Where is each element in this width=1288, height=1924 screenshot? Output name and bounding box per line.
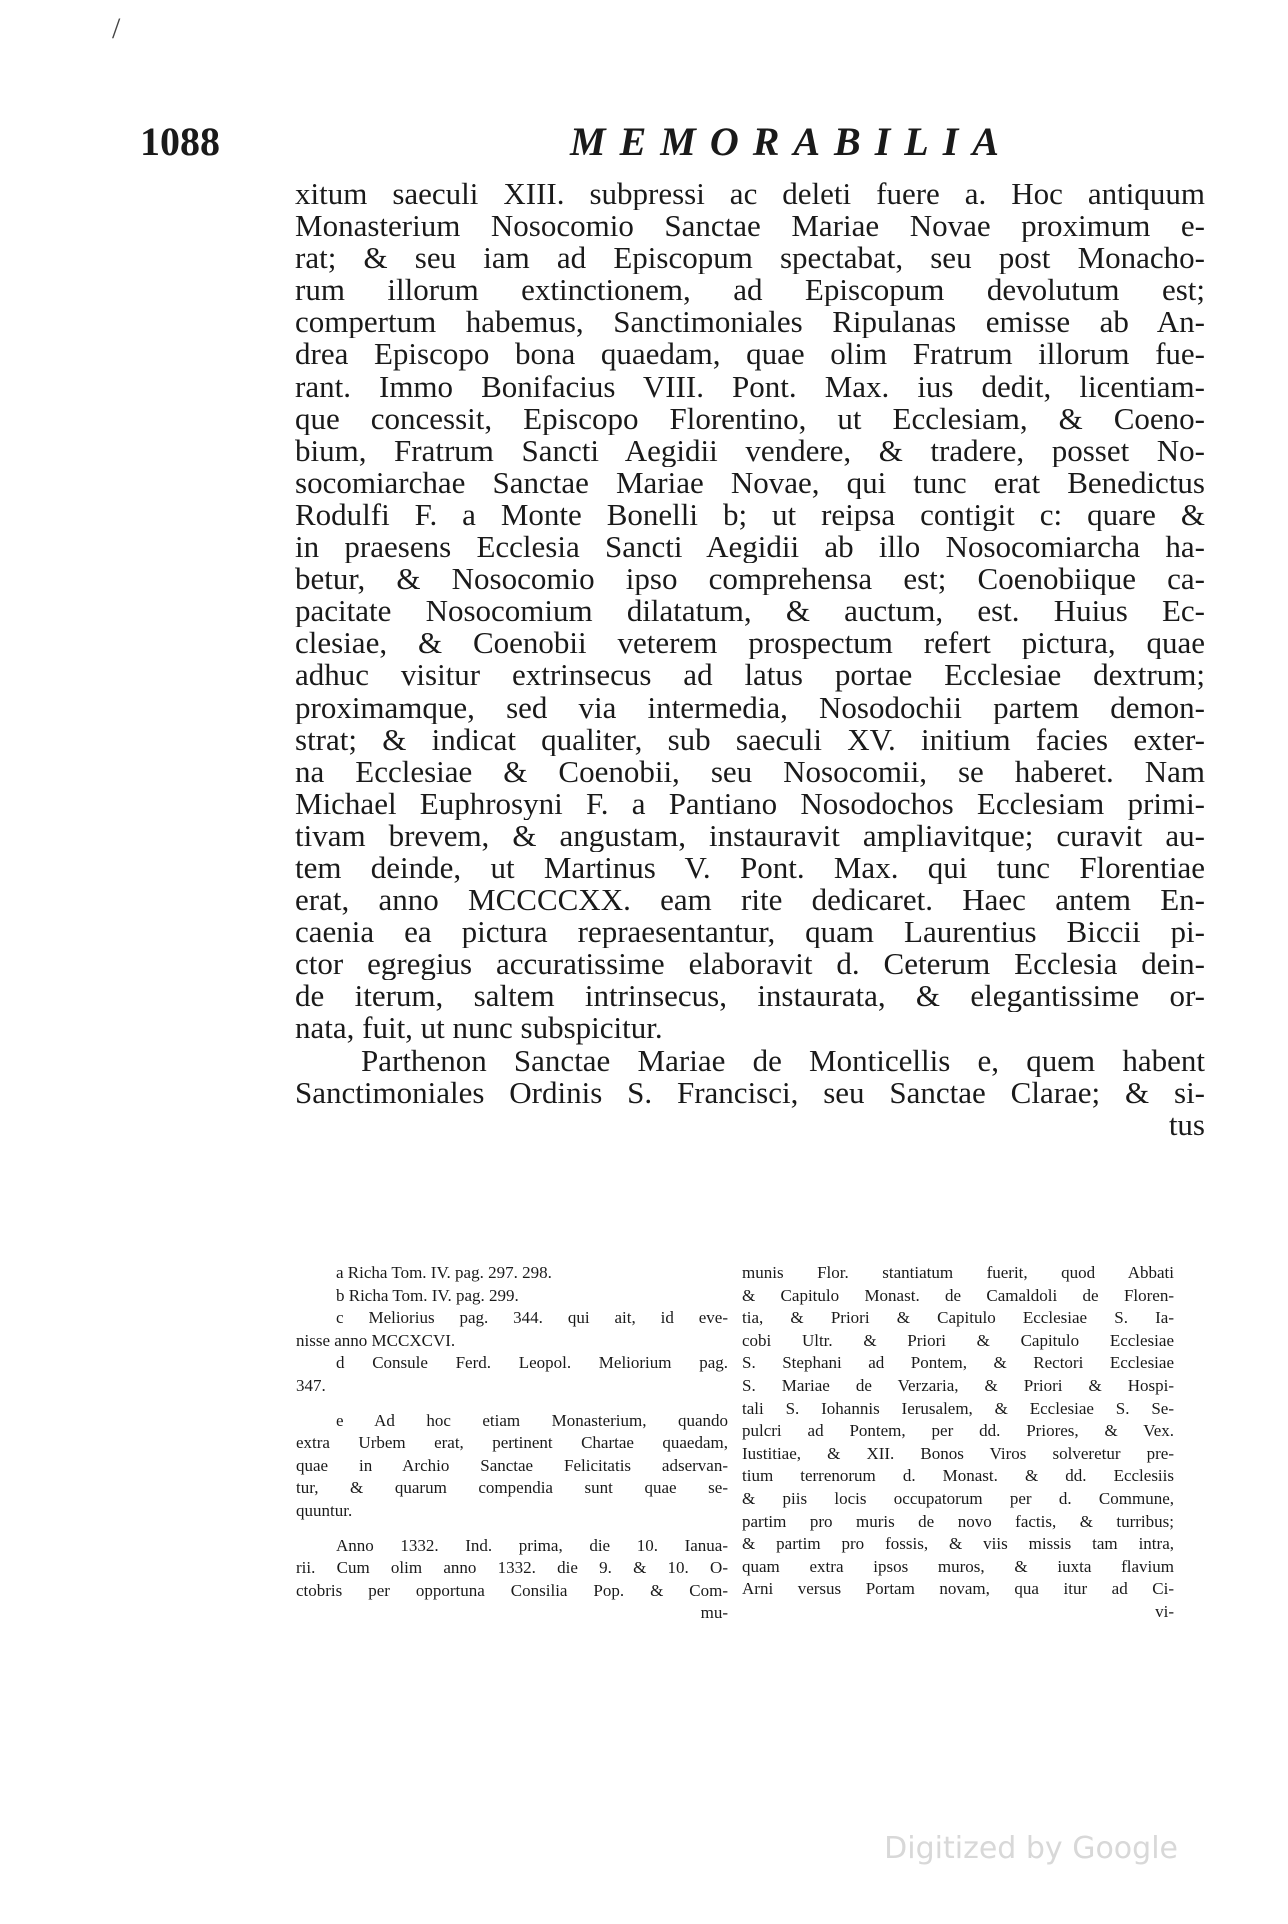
footnote-gap [296,1523,728,1535]
footnote-line: Iustitiae, & XII. Bonos Viros solveretur pre- [742,1443,1174,1463]
footnote-line: Anno 1332. Ind. prima, die 10. Ianua- [336,1535,728,1555]
footnote-line: tur, & quarum compendia sunt quae se- [296,1478,728,1498]
footnote-line: a Richa Tom. IV. pag. 297. 298. [336,1263,552,1282]
running-head: MEMORABILIA [570,119,1013,164]
footnote-line: quuntur. [296,1500,353,1520]
text-line: Monasterium Nosocomio Sanctae Mariae Novae proximum e- [295,210,1205,243]
text-line: Michael Euphrosyni F. a Pantiano Nosodochos Ecclesiam primi- [295,787,1205,820]
footnote-line: b Richa Tom. IV. pag. 299. [336,1285,519,1305]
footnote-line: Arni versus Portam novam, qua itur ad Ci- [742,1579,1174,1599]
footnote-line: c Meliorius pag. 344. qui ait, id eve- [336,1308,728,1328]
page-header [140,118,1210,168]
page-number: 1088 [140,119,220,164]
text-line: clesiae, & Coenobii veterem prospectum refert pictura, quae [295,627,1205,660]
footnote-line: tia, & Priori & Capitulo Ecclesiae S. Ia- [742,1308,1174,1328]
text-line: na Ecclesiae & Coenobii, seu Nosocomii, se haberet. Nam [295,755,1205,788]
text-line: socomiarchae Sanctae Mariae Novae, qui tunc erat Benedictus [295,466,1205,499]
footnote-line: e Ad hoc etiam Monasterium, quando [336,1410,728,1430]
text-line: ctor egregius accuratissime elaboravit d. Ceterum Ecclesia dein- [295,948,1205,981]
catchword: tus [1168,1106,1205,1142]
text-line: bium, Fratrum Sancti Aegidii vendere, & tradere, posset No- [295,434,1205,467]
footnote-gap [296,1398,728,1410]
footnote-line: & Capitulo Monast. de Camaldoli de Floren- [742,1285,1174,1305]
google-watermark: Digitized by Google [884,1831,1178,1866]
footnote-catchword: mu- [700,1603,728,1623]
footnote-line: tium terrenorum d. Monast. & dd. Ecclesiis [742,1466,1174,1486]
footnote-line: nisse anno MCCXCVI. [296,1330,456,1350]
footnote-line: partim pro muris de novo factis, & turribus; [742,1511,1174,1531]
text-line: tem deinde, ut Martinus V. Pont. Max. qui tunc Florentiae [295,851,1205,885]
text-line: strat; & indicat qualiter, sub saeculi XV. initium facies exter- [295,723,1205,756]
text-line: tivam brevem, & angustam, instauravit ampliavitque; curavit au- [295,819,1205,852]
text-line: pacitate Nosocomium dilatatum, & auctum, est. Huius Ec- [295,595,1205,628]
footnotes-left-column [296,1262,728,1625]
text-line: drea Episcopo bona quaedam, quae olim Fratrum illorum fue- [295,338,1205,371]
text-line: Parthenon Sanctae Mariae de Monticellis e, quem habent [361,1044,1205,1077]
text-line: rant. Immo Bonifacius VIII. Pont. Max. ius dedit, licentiam- [295,370,1205,403]
text-line: adhuc visitur extrinsecus ad latus portae Ecclesiae dextrum; [295,659,1205,692]
text-line: que concessit, Episcopo Florentino, ut Ecclesiam, & Coeno- [295,402,1205,435]
text-line: proximamque, sed via intermedia, Nosodochii partem demon- [295,691,1205,724]
text-line: nata, fuit, ut nunc subspicitur. [295,1012,663,1045]
footnote-line: S. Stephani ad Pontem, & Rectori Ecclesiae [742,1353,1174,1373]
text-line: betur, & Nosocomio ipso comprehensa est; Coenobiique ca- [295,563,1205,596]
text-line: xitum saeculi XIII. subpressi ac deleti fuere a. Hoc antiquum [295,178,1205,211]
footnote-line: rii. Cum olim anno 1332. die 9. & 10. O- [296,1558,728,1578]
footnote-line: d Consule Ferd. Leopol. Meliorium pag. [336,1353,728,1373]
footnote-line: munis Flor. stantiatum fuerit, quod Abbati [742,1263,1174,1282]
footnote-line: & partim pro fossis, & viis missis tam intra, [742,1534,1174,1554]
main-text-body [295,178,1205,1141]
footnote-catchword: vi- [1155,1601,1174,1621]
text-line: caenia ea pictura repraesentantur, quam Laurentius Biccii pi- [295,916,1205,949]
footnotes-right-column [742,1262,1174,1624]
footnote-line: ctobris per opportuna Consilia Pop. & Com- [296,1580,728,1600]
text-line: Rodulfi F. a Monte Bonelli b; ut reipsa contigit c: quare & [295,498,1205,532]
footnote-line: quae in Archio Sanctae Felicitatis adservan- [296,1455,728,1475]
footnote-line: tali S. Iohannis Ierusalem, & Ecclesiae S. Se- [742,1398,1174,1418]
text-line: erat, anno MCCCCXX. eam rite dedicaret. Haec antem En- [295,884,1205,917]
footnote-line: pulcri ad Pontem, per dd. Priores, & Vex. [742,1421,1174,1441]
text-line: Sanctimoniales Ordinis S. Francisci, seu Sanctae Clarae; & si- [295,1076,1205,1109]
text-line: in praesens Ecclesia Sancti Aegidii ab illo Nosocomiarcha ha- [295,531,1205,564]
footnote-line: S. Mariae de Verzaria, & Priori & Hospi- [742,1375,1174,1395]
footnote-line: & piis locis occupatorum per d. Commune, [742,1488,1174,1508]
text-line: rum illorum extinctionem, ad Episcopum devolutum est; [295,274,1205,307]
footnote-line: extra Urbem erat, pertinent Chartae quaedam, [296,1433,728,1453]
footnote-line: quam extra ipsos muros, & iuxta flavium [742,1556,1174,1576]
footnote-line: cobi Ultr. & Priori & Capitulo Ecclesiae [742,1330,1174,1350]
footnote-line: 347. [296,1375,326,1395]
text-line: compertum habemus, Sanctimoniales Ripulanas emisse ab An- [295,306,1205,339]
text-line: rat; & seu iam ad Episcopum spectabat, seu post Monacho- [295,242,1205,275]
stray-pen-mark: / [112,12,121,45]
text-line: de iterum, saltem intrinsecus, instaurata, & elegantissime or- [295,980,1205,1013]
